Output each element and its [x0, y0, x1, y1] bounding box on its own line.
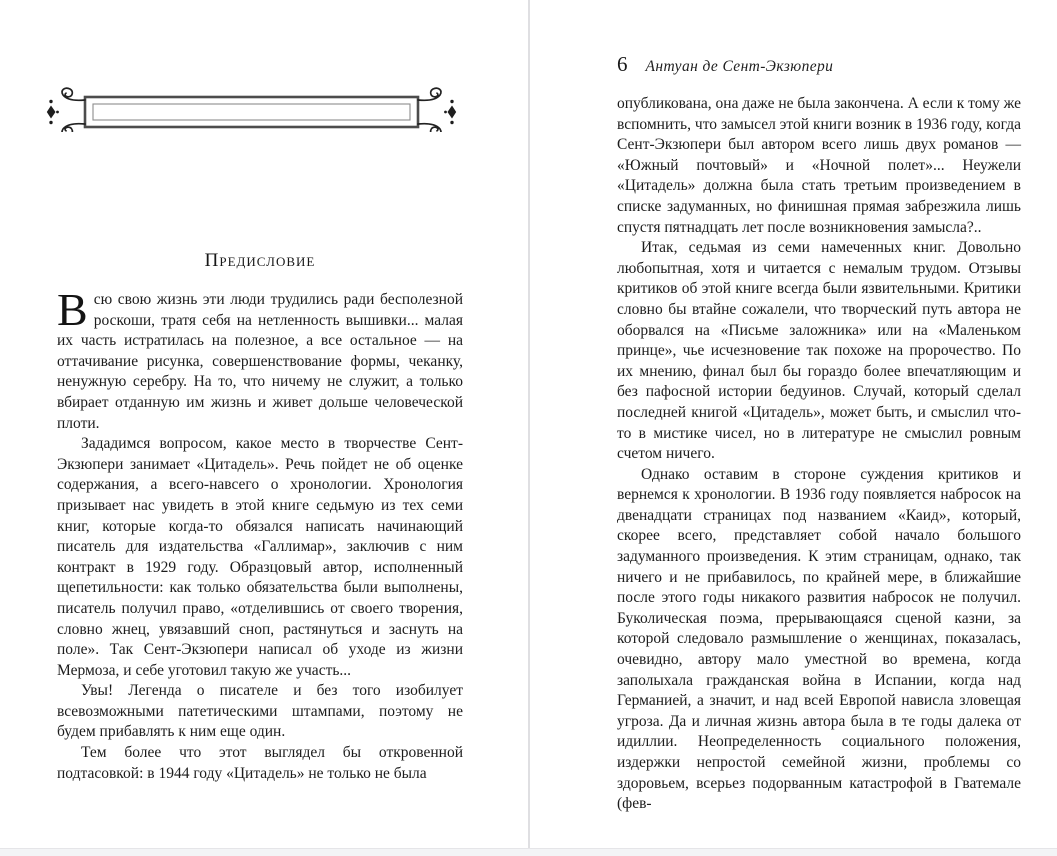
paragraph: Тем более что этот выглядел бы откровенной подтасовкой: в 1944 году «Цитадель» не только не была	[57, 744, 463, 782]
right-page-text	[617, 94, 1021, 815]
paragraph: опубликована, она даже не была закончена. А если к тому же вспомнить, что замысел этой книги возник в 1936 году, когда Сент-Экзюпери был автором всего лишь двух романов — «Южный почтовый» и «Ночной полет»... Неужели «Цитадель» должна была стать третьим произведением в списке задуманных, но финишная прямая забрезжила лишь спустя пятнадцать лет после возникновения замысла?..	[617, 95, 1021, 236]
running-head-title: Антуан де Сент-Экзюпери	[645, 58, 834, 75]
paragraph: Зададимся вопросом, какое место в творчестве Сент-Экзюпери занимает «Цитадель». Речь пойдет не об оценке содержания, а всего-навсего о хронологии. Хронология призывает нас увидеть в этой книге седьмую из тех семи книг, которые когда-то обязался написать начинающий писатель для издательства «Галлимар», заключив с ним контракт в 1929 году. Образцовый автор, исполненный щепетильности: как только обязательства были выполнены, писатель получил право, «отделившись от своего творения, словно жнец, увязавший сноп, растянуться и заснуть на поле». Так Сент-Экзюпери написал об уходе из жизни Мермоза, и себе уготовил такую же участь...	[57, 435, 463, 679]
paragraph: Увы! Легенда о писателе и без того изобилует всевозможными патетическими штампами, поэтому не будем прибавлять к ним еще один.	[57, 682, 463, 741]
chapter-heading: Предисловие	[204, 250, 316, 271]
paragraph	[57, 284, 463, 434]
ornament-band-icon	[45, 86, 458, 132]
left-page	[0, 0, 528, 856]
drop-cap: В	[57, 284, 88, 335]
paragraph-text: сю свою жизнь эти люди трудились ради бесполезной роскоши, тратя себя на нетленность вышивки... малая их часть истратилась на полезное, а все остальное — на оттачивание рисунка, совершенствование формы, чеканку, ненужную серебру. На то, что ничему не служит, а только вбирает отданную им жизнь и живет дольше человеческой плоти.	[57, 291, 463, 432]
page-bottom-edge	[0, 848, 1057, 856]
page-number: 6	[617, 52, 628, 76]
paragraph: Однако оставим в стороне суждения критиков и вернемся к хронологии. В 1936 году появляется набросок на двенадцати страницах под названием «Каид», который, скорее всего, представляет собой начало большого задуманного произведения. К этим страницам, однако, так ничего и не прибавилось, по крайней мере, в ближайшие после этого годы никакого развития набросок не получил. Буколическая поэма, прерывающаяся сценой казни, за которой следовало размышление о женщинах, показалась, очевидно, автору мало уместной во времена, когда заполыхала гражданская война в Испании, когда над Германией, а значит, и над всей Европой нависла зловещая угроза. Да и личная жизнь автора была в те годы далека от идиллии. Неопределенность социального положения, издержки непростой семейной жизни, проблемы со здоровьем, всерьез подорванным катастрофой в Гватемале (фев-	[617, 465, 1021, 813]
paragraph: Итак, седьмая из семи намеченных книг. Довольно любопытная, хотя и читается с немалым трудом. Отзывы критиков об этой книге всегда были язвительными. Критики словно бы втайне сожалели, что творческий путь автора не оборвался на «Письме заложника» или на «Маленьком принце», чье исчезновение так похоже на пророчество. По их мнению, финал был бы гораздо более впечатляющим и без пафосной истории бедуинов. Случай, который сделал последней книгой «Цитадель», может быть, и смыслил что-то в мистике чисел, но в литературе не смыслил ровным счетом ничего.	[617, 239, 1021, 463]
left-page-text	[57, 284, 463, 784]
right-page	[530, 0, 1057, 856]
running-head	[617, 52, 1021, 77]
